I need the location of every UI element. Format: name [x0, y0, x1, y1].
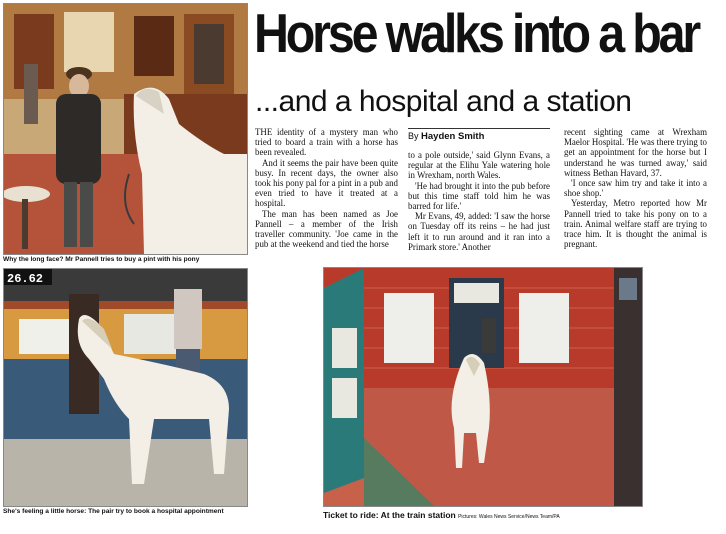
paragraph: THE identity of a mystery man who tried to board a train with a horse has been revealed.	[255, 127, 398, 158]
paragraph: And it seems the pair have been quite busy. In recent days, the owner also took his pony pal for a pint in a pub and even tried to have it treated at a hospital.	[255, 157, 398, 209]
column-2	[408, 150, 550, 252]
pub-scene	[4, 4, 247, 254]
display-number: 26.62	[7, 272, 44, 286]
station-caption	[323, 510, 560, 522]
subheadline: ...and a hospital and a station	[255, 85, 632, 118]
byline-author: Hayden Smith	[421, 131, 485, 142]
pub-caption: Why the long face? Mr Pannell tries to buy a pint with his pony	[3, 256, 200, 263]
byline	[408, 128, 550, 142]
station-photo	[323, 267, 643, 507]
station-scene	[324, 268, 642, 506]
paragraph: Mr Evans, 49, added: 'I saw the horse on Tuesday off its reins – he had just left it to run around and it ran into a Primark store.' Another	[408, 211, 550, 252]
byline-prefix: By	[408, 131, 419, 141]
paragraph: 'He had brought it into the pub before but this time staff told him he was barred for life.'	[408, 180, 550, 212]
paragraph: 'I once saw him try and take it into a shoe shop.'	[564, 178, 707, 199]
station-caption-text: Ticket to ride: At the train station	[323, 510, 456, 520]
photo-credit: Pictures: Wales News Service/News Team/PA	[458, 514, 560, 520]
paragraph: recent sighting came at Wrexham Maelor Hospital. 'He was there trying to get an appointment for the horse but I understand he was turned away,' said witness Bethan Havard, 37.	[564, 127, 707, 178]
paragraph: to a pole outside,' said Glynn Evans, a regular at the Elihu Yale watering hole in Wrexham, north Wales.	[408, 150, 550, 181]
hospital-caption: She's feeling a little horse: The pair try to book a hospital appointment	[3, 508, 224, 515]
column-1	[255, 127, 398, 249]
headline: Horse walks into a bar	[254, 2, 699, 64]
paragraph: Yesterday, Metro reported how Mr Pannell tried to take his pony on to a train. Animal welfare staff are trying to trace him. It is thought the animal is pregnant.	[564, 198, 707, 250]
pub-photo	[3, 3, 248, 255]
hospital-photo	[3, 268, 248, 507]
paragraph: The man has been named as Joe Pannell – a member of the Irish traveller community. 'Joe came in the pub at the weekend and tied the horse	[255, 208, 398, 250]
column-3	[564, 127, 707, 249]
hospital-scene	[4, 269, 247, 506]
